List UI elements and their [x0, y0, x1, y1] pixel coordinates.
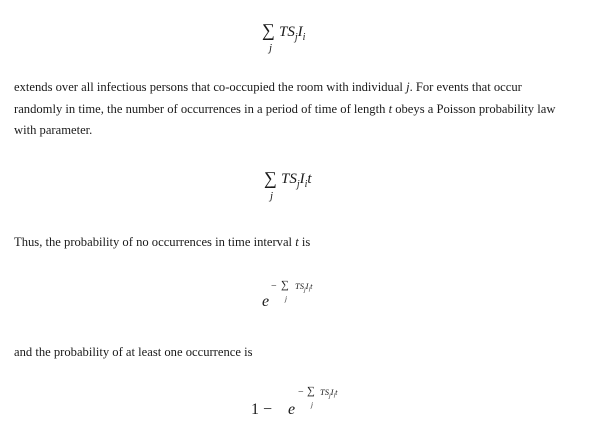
sum-index: j	[270, 190, 274, 202]
sum-symbol: ∑	[281, 279, 289, 291]
sum-index: j	[311, 401, 313, 409]
equation-term: $TS_jI_i$	[279, 24, 306, 43]
equation-1	[0, 0, 600, 60]
paragraph-2	[14, 232, 588, 254]
sum-symbol: ∑	[307, 385, 315, 397]
exponent-term: $TS_jI_it$	[295, 281, 313, 294]
sum-symbol: ∑	[264, 168, 277, 188]
text-segment: with parameter.	[14, 123, 93, 137]
text-segment: obeys a Poisson probability law	[392, 101, 556, 116]
sum-symbol: ∑	[262, 20, 275, 40]
exponent-minus: −	[298, 387, 304, 398]
equation-term: $TS_jI_it$	[281, 171, 312, 190]
text-segment: . For events that occur	[409, 80, 522, 94]
text-segment: is	[298, 235, 311, 249]
exponent-minus: −	[271, 281, 277, 292]
text-segment: Thus, the probability of no occurrences in time interval	[14, 235, 296, 249]
variable-t: t	[388, 101, 393, 116]
variable-j: j	[406, 80, 410, 94]
sum-index: j	[269, 42, 273, 54]
base-e: e	[288, 401, 296, 418]
text-segment: randomly in time, the number of occurrences in a period of time of length	[14, 101, 389, 116]
text-segment: and the probability of at least one occurrence is	[14, 345, 253, 359]
equation-2	[0, 160, 600, 210]
variable-t: t	[295, 235, 299, 249]
text-segment: extends over all infectious persons that co-occupied the room with individual	[14, 80, 407, 94]
equation-3	[0, 270, 600, 315]
prefix-one-minus: 1 −	[251, 401, 277, 418]
base-e: e	[262, 293, 270, 310]
paragraph-3	[14, 342, 588, 364]
exponent-term: $TS_jI_it$	[320, 387, 338, 400]
paragraph-1	[14, 77, 588, 142]
sum-index: j	[285, 295, 287, 303]
equation-4	[0, 383, 600, 433]
